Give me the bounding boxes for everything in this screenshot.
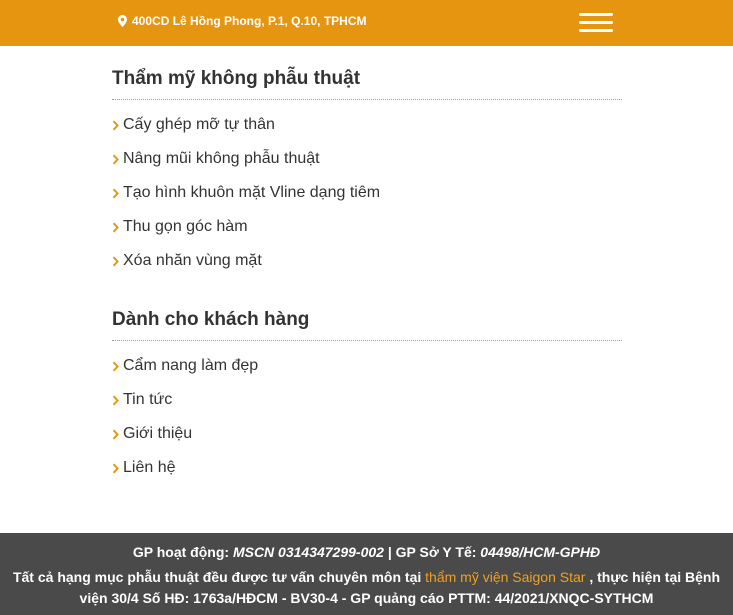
top-bar <box>0 0 733 46</box>
section-title: Dành cho khách hàng <box>112 309 310 330</box>
menu-bar-line <box>579 29 613 32</box>
list-item-link[interactable]: Nâng mũi không phẫu thuật <box>123 150 320 167</box>
list-item[interactable] <box>112 149 622 183</box>
license-number: MSCN 0314347299-002 <box>232 544 384 560</box>
chevron-right-icon <box>112 390 119 410</box>
list-item[interactable] <box>112 251 622 285</box>
license-label: GP hoạt động: <box>132 544 230 560</box>
list-item-link[interactable]: Xóa nhăn vùng mặt <box>123 252 262 269</box>
list-item-link[interactable]: Tin tức <box>123 391 173 408</box>
disclaimer-suffix: , thực hiện tại Bệnh viện 30/4 Số HĐ: 1763a/HĐCM - BV30-4 - GP quảng cáo PTTM: 44/2021/XNQC-SYTHCM <box>79 569 721 606</box>
section-divider <box>112 340 622 341</box>
footer-disclaimer <box>0 563 733 609</box>
list-item-link[interactable]: Cấy ghép mỡ tự thân <box>123 116 275 133</box>
section-title: Thẩm mỹ không phẫu thuật <box>112 68 361 89</box>
list-item-link[interactable]: Thu gọn góc hàm <box>123 218 248 235</box>
list-item[interactable] <box>112 424 622 458</box>
chevron-right-icon <box>112 115 119 135</box>
saigon-star-link[interactable]: thẩm mỹ viện Saigon Star <box>425 569 586 585</box>
chevron-right-icon <box>112 251 119 271</box>
hamburger-menu-icon[interactable] <box>579 9 613 35</box>
chevron-right-icon <box>112 356 119 376</box>
chevron-right-icon <box>112 217 119 237</box>
section-customers <box>112 309 622 492</box>
chevron-right-icon <box>112 183 119 203</box>
health-dept-license: 04498/HCM-GPHĐ <box>480 544 601 560</box>
list-item-link[interactable]: Cẩm nang làm đẹp <box>123 357 259 374</box>
list-item-link[interactable]: Tạo hình khuôn mặt Vline dạng tiêm <box>123 184 381 201</box>
site-footer <box>0 533 733 615</box>
list-item[interactable] <box>112 217 622 251</box>
disclaimer-prefix: Tất cả hạng mục phẫu thuật đều được tư vấn chuyên môn tại <box>12 569 422 585</box>
menu-bar-line <box>579 21 613 24</box>
list-item[interactable] <box>112 390 622 424</box>
list-item[interactable] <box>112 356 622 390</box>
chevron-right-icon <box>112 424 119 444</box>
list-item[interactable] <box>112 458 622 492</box>
footer-license-line <box>0 542 733 563</box>
section-link-list <box>112 115 622 285</box>
section-divider <box>112 99 622 100</box>
map-marker-icon <box>118 15 127 27</box>
address-bar <box>118 13 367 29</box>
list-item-link[interactable]: Liên hệ <box>123 459 176 476</box>
section-link-list <box>112 356 622 492</box>
address-text: 400CD Lê Hồng Phong, P.1, Q.10, TPHCM <box>132 14 367 28</box>
section-non-surgical <box>112 68 622 285</box>
license-separator: | GP Sở Y Tế: <box>387 544 477 560</box>
chevron-right-icon <box>112 458 119 478</box>
list-item[interactable] <box>112 115 622 149</box>
chevron-right-icon <box>112 149 119 169</box>
menu-bar-line <box>579 13 613 16</box>
list-item[interactable] <box>112 183 622 217</box>
list-item-link[interactable]: Giới thiệu <box>123 425 193 442</box>
